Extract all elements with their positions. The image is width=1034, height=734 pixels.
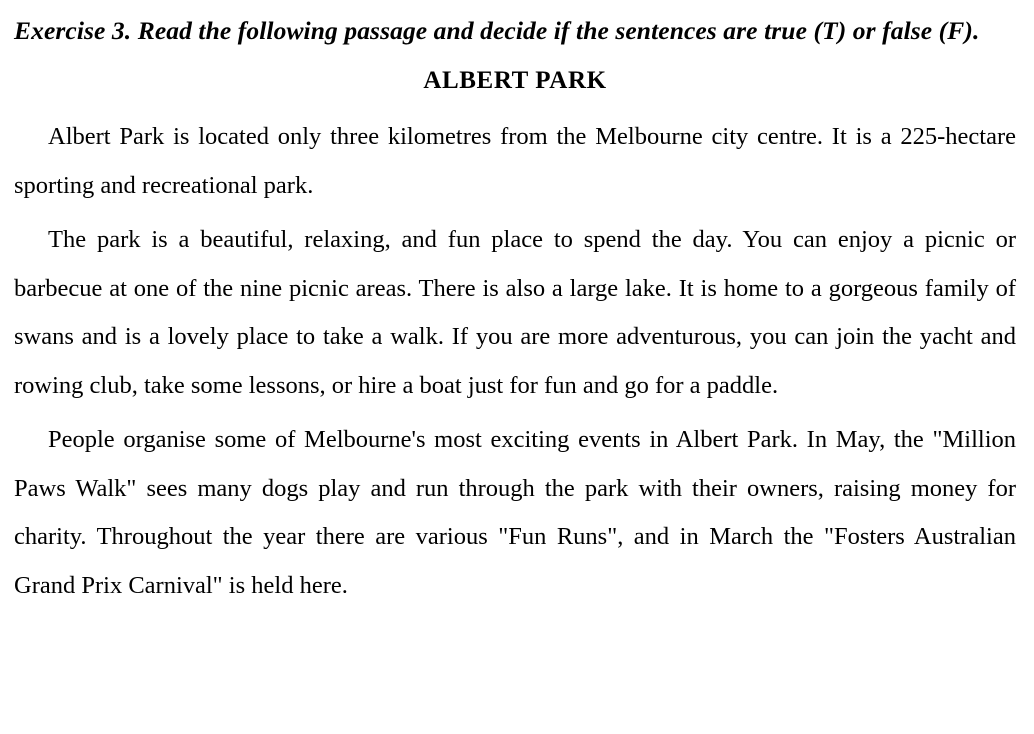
passage-paragraph-2: The park is a beautiful, relaxing, and fun place to spend the day. You can enjoy a picnic or barbecue at one of the nine picnic areas. There is also a large lake. It is home to a gorgeous family of swans and is a lovely place to take a walk. If you are more adventurous, you can join the yacht and rowing club, take some lessons, or hire a boat just for fun and go for a paddle. [14,226,1016,399]
passage-paragraph-3: People organise some of Melbourne's most exciting events in Albert Park. In May, the "Million Paws Walk" sees many dogs play and run through the park with their owners, raising money for charity. Throughout the year there are various "Fun Runs", and in March the "Fosters Australian Grand Prix Carnival" is held here. [14,426,1016,599]
passage-paragraph-1: Albert Park is located only three kilometres from the Melbourne city centre. It is a 225-hectare sporting and recreational park. [14,123,1016,199]
exercise-heading: Exercise 3. Read the following passage and decide if the sentences are true (T) or false (F). [14,16,980,45]
passage-title: ALBERT PARK [423,67,607,95]
